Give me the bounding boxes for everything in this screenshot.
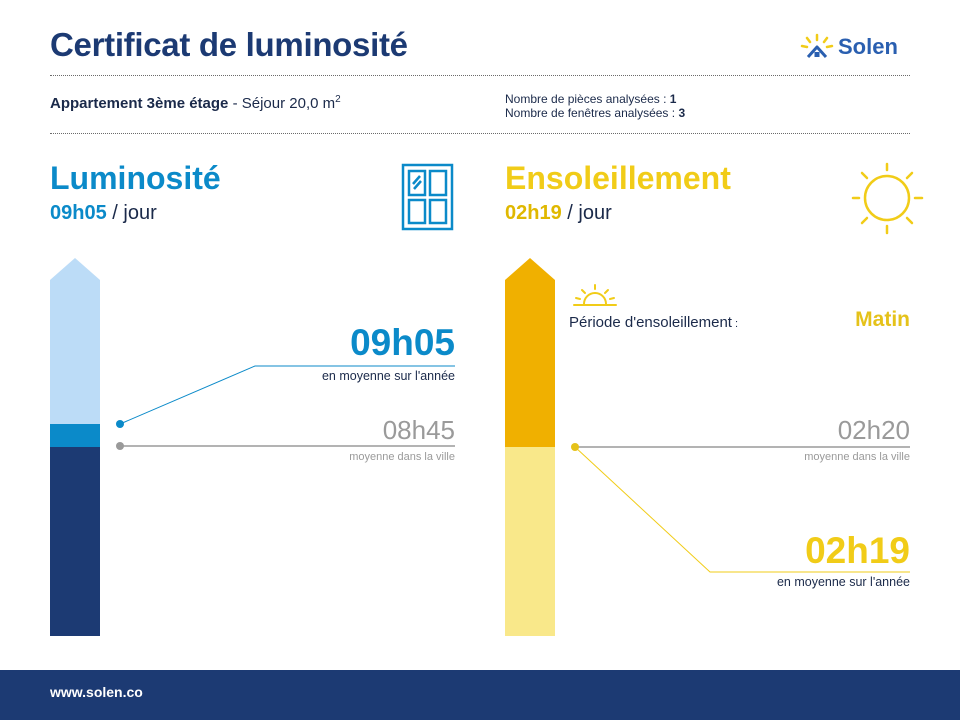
ensoleillement-bar-actual: [505, 447, 555, 636]
ensoleillement-annual-marker: [571, 443, 579, 451]
ensoleillement-city-caption: moyenne dans la ville: [804, 451, 910, 463]
luminosite-annual-marker: [116, 420, 124, 428]
ensoleillement-annual-value: 02h19: [805, 530, 910, 571]
luminosite-title: Luminosité: [50, 160, 221, 196]
ensoleillement-title: Ensoleillement: [505, 160, 731, 196]
page-title: Certificat de luminosité: [50, 26, 408, 63]
sun-icon: [850, 162, 926, 238]
luminosite-bar-top: [50, 258, 100, 280]
divider: [50, 133, 910, 134]
periode-label-text: Période d'ensoleillement: [569, 314, 732, 331]
property-name: Appartement 3ème étage: [50, 95, 229, 112]
luminosite-daily-value: 09h05: [50, 202, 107, 224]
window-icon: [401, 163, 454, 231]
periode-value: Matin: [855, 308, 910, 331]
ensoleillement-city-value: 02h20: [837, 415, 910, 445]
luminosite-annual-caption: en moyenne sur l'année: [321, 369, 455, 383]
property-info: [50, 94, 341, 112]
luminosite-city-marker: [116, 442, 124, 450]
rooms-count-value: 1: [669, 92, 677, 106]
luminosite-city-value: 08h45: [382, 415, 455, 445]
ensoleillement-annual-caption: en moyenne sur l'année: [776, 575, 910, 589]
analysis-counts: [505, 92, 685, 120]
area-exponent: 2: [335, 94, 341, 105]
windows-count: [505, 106, 685, 120]
luminosite-city-caption: moyenne dans la ville: [349, 451, 455, 463]
rooms-count: [505, 92, 685, 106]
windows-count-label: Nombre de fenêtres analysées :: [505, 106, 679, 120]
luminosite-bar-max: [50, 280, 100, 425]
ensoleillement-bar-max: [505, 280, 555, 448]
periode-colon: :: [731, 318, 739, 330]
ensoleillement-daily-value: 02h19: [505, 202, 562, 224]
brand-name: Solen: [838, 34, 898, 59]
divider: [50, 75, 910, 76]
solen-logo-icon: [800, 33, 834, 61]
windows-count-value: 3: [678, 106, 686, 120]
luminosite-bar-annual-band: [50, 424, 100, 447]
footer: [0, 670, 960, 720]
property-room: Séjour 20,0 m: [241, 95, 336, 112]
website-link[interactable]: www.solen.co: [50, 684, 143, 700]
luminosite-chart: [40, 250, 470, 650]
ensoleillement-bar-top: [505, 258, 555, 280]
ensoleillement-unit: / jour: [561, 202, 612, 224]
ensoleillement-chart: [495, 250, 925, 650]
rooms-count-label: Nombre de pièces analysées :: [505, 92, 670, 106]
property-separator: -: [228, 95, 242, 112]
luminosite-daily: [50, 202, 157, 225]
luminosite-annual-value: 09h05: [350, 322, 455, 363]
luminosite-bar-city: [50, 447, 100, 636]
ensoleillement-daily: [505, 202, 612, 225]
luminosite-unit: / jour: [106, 202, 157, 224]
